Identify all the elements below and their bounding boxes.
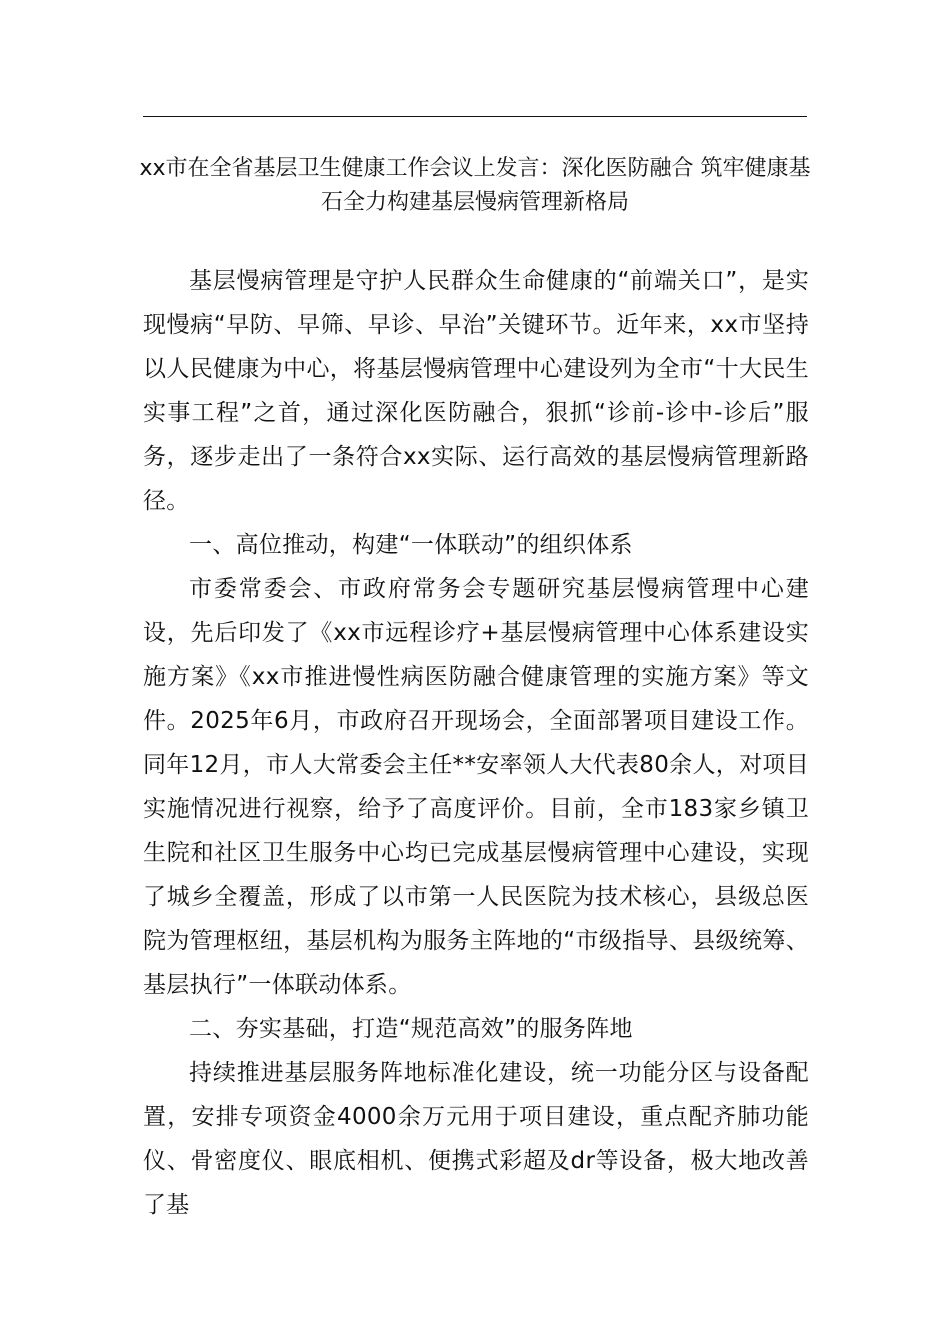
section-heading-1: 一、高位推动，构建“一体联动”的组织体系 — [189, 532, 633, 558]
document-body — [143, 259, 809, 1227]
section-1-paragraph: 市委常委会、市政府常务会专题研究基层慢病管理中心建设，先后印发了《xx市远程诊疗+基层慢病管理中心体系建设实施方案》《xx市推进慢性病医防融合健康管理的实施方案》等文件。2025年6月，市政府召开现场会，全面部署项目建设工作。同年12月，市人大常委会主任**安率领人大代表80余人，对项目实施情况进行视察，给予了高度评价。目前，全市183家乡镇卫生院和社区卫生服务中心均已完成基层慢病管理中心建设，实现了城乡全覆盖，形成了以市第一人民医院为技术核心，县级总医院为管理枢纽，基层机构为服务主阵地的“市级指导、县级统筹、基层执行”一体联动体系。 — [143, 576, 809, 998]
header-divider — [143, 116, 807, 117]
section-2-paragraph: 持续推进基层服务阵地标准化建设，统一功能分区与设备配置，安排专项资金4000余万元用于项目建设，重点配齐肺功能仪、骨密度仪、眼底相机、便携式彩超及dr等设备，极大地改善了基 — [143, 1060, 809, 1218]
section-heading-2: 二、夯实基础，打造“规范高效”的服务阵地 — [189, 1016, 633, 1042]
intro-paragraph: 基层慢病管理是守护人民群众生命健康的“前端关口”，是实现慢病“早防、早筛、早诊、早治”关键环节。近年来，xx市坚持以人民健康为中心，将基层慢病管理中心建设列为全市“十大民生实事工程”之首，通过深化医防融合，狠抓“诊前-诊中-诊后”服务，逐步走出了一条符合xx实际、运行高效的基层慢病管理新路径。 — [143, 268, 809, 514]
document-title: xx市在全省基层卫生健康工作会议上发言：深化医防融合 筑牢健康基石全力构建基层慢病管理新格局 — [139, 156, 811, 215]
